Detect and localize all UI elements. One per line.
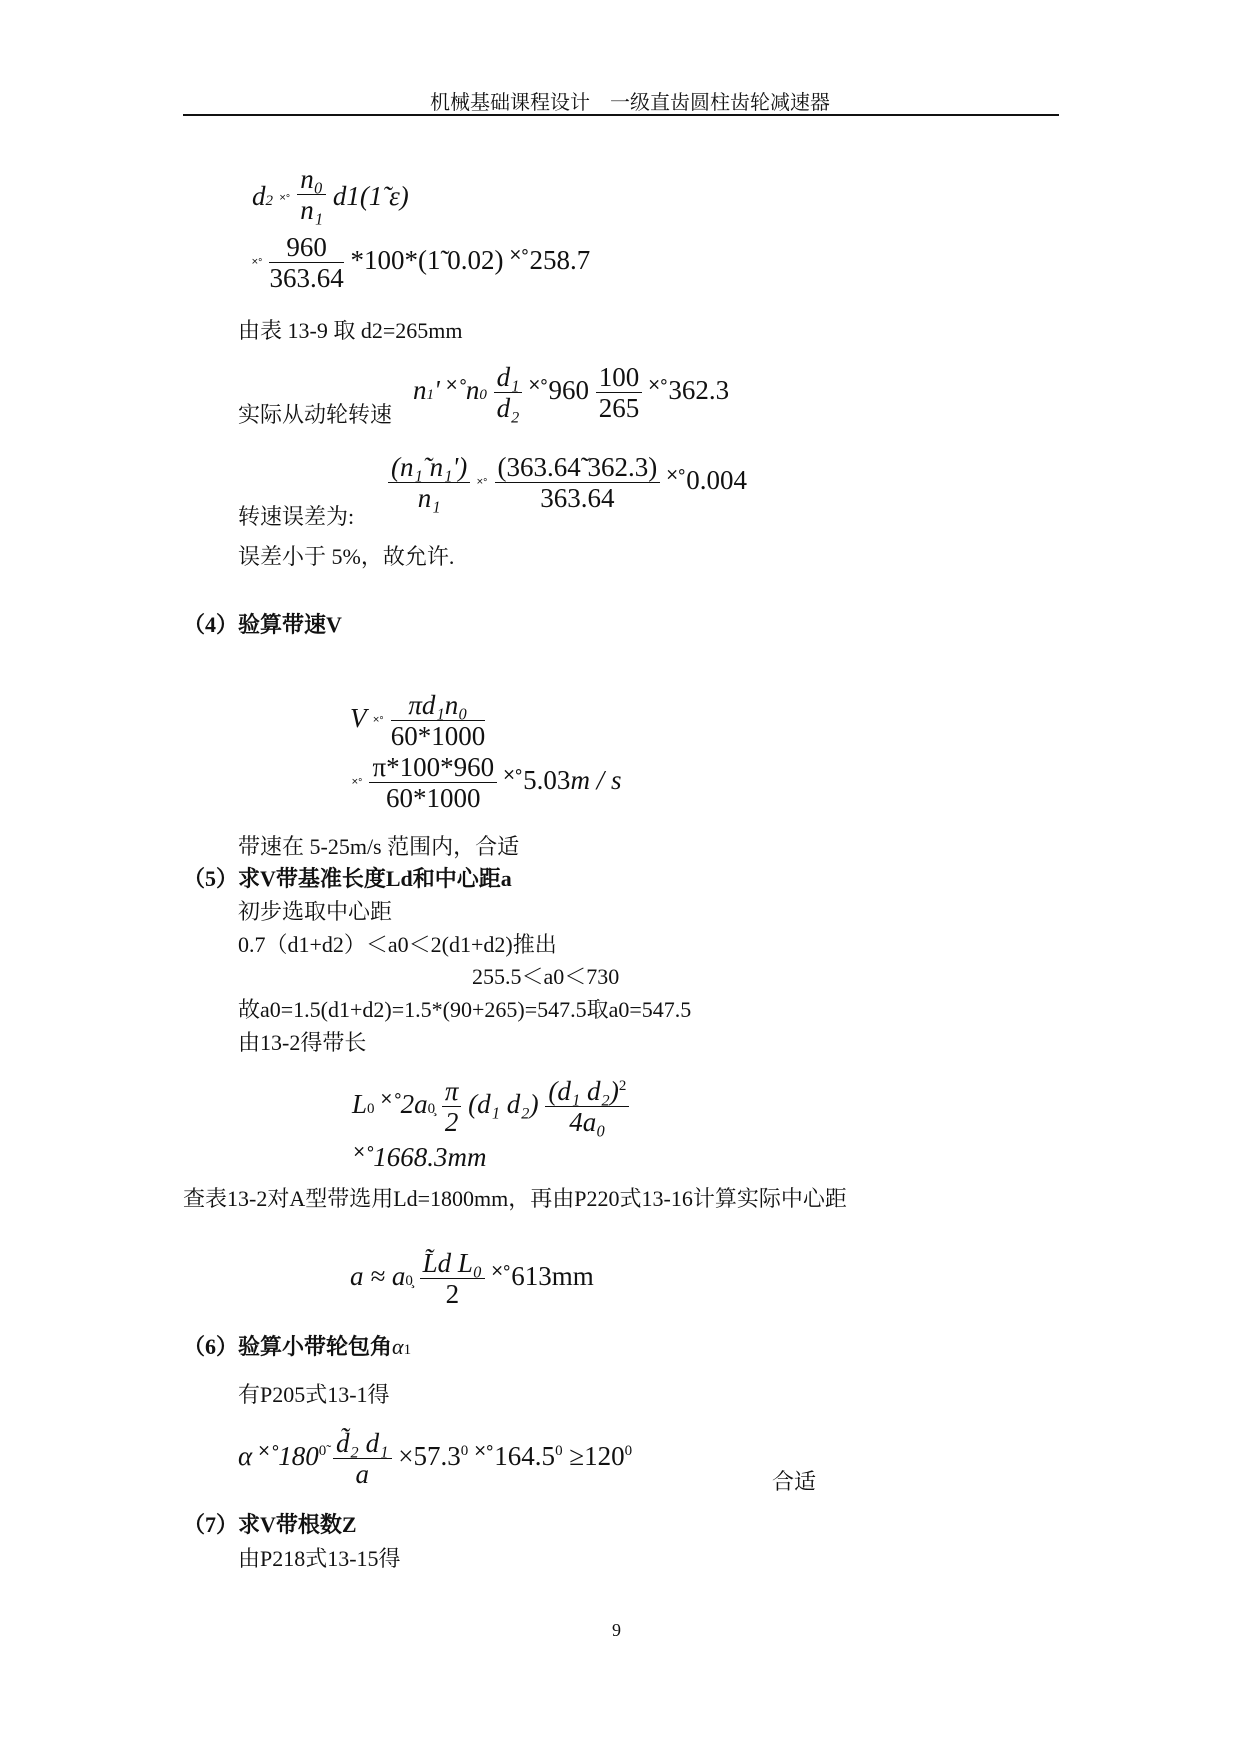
page-header: 机械基础课程设计 一级直齿圆柱齿轮减速器 [430,92,830,114]
equation-d2: d2 ˟˚ $\frac{\text{n₀}}{\text{n₁}}$ d1(1̃ ε) [252,164,409,226]
text-alpha-ok: 合适 [772,1469,817,1494]
equation-n1-actual: n1' ˟˚n0 $\frac{\text{d₁}}{\text{d₂}}$ ˟˚960 $\frac{100}{265}$ ˟˚362.3 [413,362,730,424]
text-a0-choice: 故a0=1.5(d1+d2)=1.5*(90+265)=547.5取a0=547.5 [238,997,692,1022]
text-actual-speed: 实际从动轮转速 [238,402,393,427]
text-d2-selection: 由表 13-9 取 d2=265mm [238,318,463,343]
equation-v: V ˟˚ $\frac{\text{πd₁n₀}}{60*1000}$ [350,690,486,752]
text-center-distance: 初步选取中心距 [238,899,393,924]
equation-l0-value: ˟˚1668.3mm [354,1142,487,1172]
text-a0-range: 0.7（d1+d2）＜a0＜2(d1+d2)推出 [238,932,557,957]
text-speed-error: 转速误差为: [238,504,355,529]
text-error-ok: 误差小于 5%，故允许. [238,544,455,569]
text-belt-length: 由13-2得带长 [238,1030,367,1055]
text-p218: 由P218式13-15得 [238,1546,401,1571]
text-p205: 有P205式13-1得 [238,1382,390,1407]
equation-l0: L0 ˟˚2a0̧ $\frac{\pi}{2}$ (d₁ d₂) $\frac{(d_1 d_2)^2}{\text{4a₀}}$ [352,1076,629,1137]
header-rule [183,114,1059,116]
equation-alpha1: α $˟˚180^{0̃}$ $\frac{\text{d̃₂ d₁}}{a}$ $\times 57.3^0$ ˟˚164.5$^0$ $\ge 120^0$ [238,1428,633,1490]
text-a0-range-value: 255.5＜a0＜730 [472,964,620,989]
section-7-title: （7）求V带根数Z [183,1512,357,1537]
equation-a: a ≈ a0̧ $\frac{\text{L̃d L₀}}{2}$ ˟˚613mm [350,1248,594,1310]
text-ld-selection: 查表13-2对A型带选用Ld=1800mm，再由P220式13-16计算实际中心距 [183,1186,847,1211]
section-4-title: （4）验算带速V [183,612,342,637]
section-6-title: （6）验算小带轮包角α1 [183,1334,412,1359]
equation-v-value: ˟˚ $\frac{\pi*100*960}{60*1000}$ ˟˚5.03m / s [352,752,622,814]
equation-d2-value: ˟˚ $\frac{960}{363.64}$ *100*(1̃ 0.02) ˟˚258.7 [252,232,591,294]
equation-speed-error: $\frac{\text{(n₁̃ n₁')}}{\text{n₁}}$ ˟˚ $\frac{(363.64̃ 362.3)}{363.64}$ ˟˚0.004 [388,452,747,513]
page-number: 9 [612,1620,621,1640]
section-5-title: （5）求V带基准长度Ld和中心距a [183,866,512,891]
text-belt-speed-ok: 带速在 5-25m/s 范围内，合适 [238,834,520,859]
